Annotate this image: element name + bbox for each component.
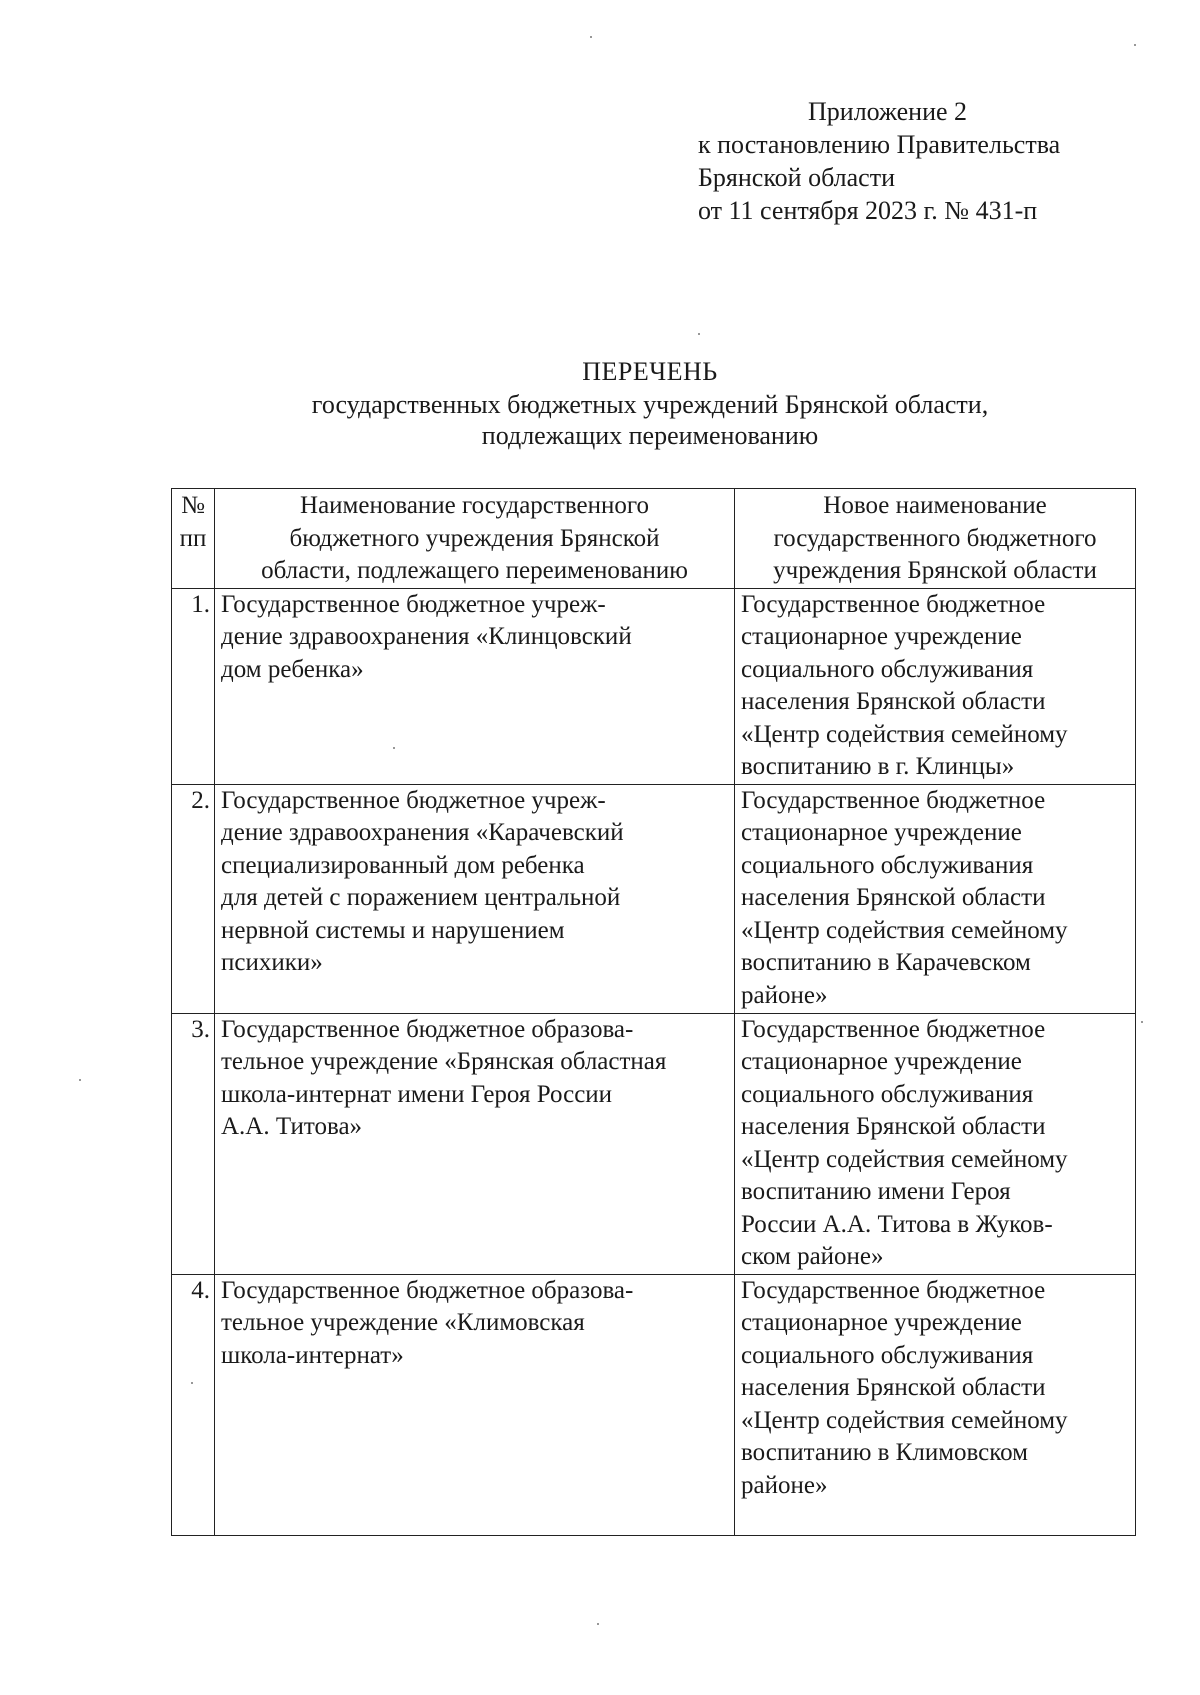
appendix-date-number: от 11 сентября 2023 г. № 431-п [698,196,1038,225]
table-row [172,784,1136,1013]
scan-speck [590,36,592,38]
row-number: 2. [172,784,215,1013]
table-row [172,588,1136,784]
appendix-title: Приложение 2 [808,97,968,126]
table-row [172,1274,1136,1535]
appendix-region: Брянской области [698,163,895,192]
old-name-cell: Государственное бюджетное учреж- дение здравоохранения «Клинцовский дом ребенка» [215,588,735,784]
row-number: 4. [172,1274,215,1535]
scan-speck [393,747,395,749]
header-number: № пп [172,489,215,589]
new-name-cell: Государственное бюджетное стационарное учреждение социального обслуживания населения Брянской области «Центр содействия семейному воспитанию в Карачевском районе» [735,784,1136,1013]
header-old-name: Наименование государственного бюджетного учреждения Брянской области, подлежащего переименованию [215,489,735,589]
new-name-cell: Государственное бюджетное стационарное учреждение социального обслуживания населения Брянской области «Центр содействия семейному воспитанию в г. Клинцы» [735,588,1136,784]
appendix-resolution-ref: к постановлению Правительства [698,130,1061,159]
scan-speck [79,1079,81,1081]
header-new-name: Новое наименование государственного бюджетного учреждения Брянской области [735,489,1136,589]
document-title-block [170,356,1130,451]
old-name-cell: Государственное бюджетное образова- тельное учреждение «Климовская школа-интернат» [215,1274,735,1535]
new-name-cell: Государственное бюджетное стационарное учреждение социального обслуживания населения Брянской области «Центр содействия семейному воспитанию имени Героя России А.А. Титова в Жуков- ском районе» [735,1013,1136,1274]
document-title: ПЕРЕЧЕНЬ [582,357,718,386]
table-row [172,1013,1136,1274]
scan-speck [1134,44,1136,46]
institutions-table [171,488,1136,1536]
row-number: 1. [172,588,215,784]
appendix-block [698,95,1060,227]
table-header-row [172,489,1136,589]
document-subtitle-line-2: подлежащих переименованию [481,421,819,450]
scan-speck [191,1382,193,1384]
old-name-cell: Государственное бюджетное образова- тельное учреждение «Брянская областная школа-интернат имени Героя России А.А. Титова» [215,1013,735,1274]
scan-speck [698,333,700,335]
scan-speck [597,1623,599,1625]
row-number: 3. [172,1013,215,1274]
scan-speck [1141,1021,1143,1023]
new-name-cell: Государственное бюджетное стационарное учреждение социального обслуживания населения Брянской области «Центр содействия семейному воспитанию в Климовском районе» [735,1274,1136,1535]
old-name-cell: Государственное бюджетное учреж- дение здравоохранения «Карачевский специализированный дом ребенка для детей с поражением центральной нервной системы и нарушением психики» [215,784,735,1013]
document-subtitle-line-1: государственных бюджетных учреждений Брянской области, [311,390,989,419]
